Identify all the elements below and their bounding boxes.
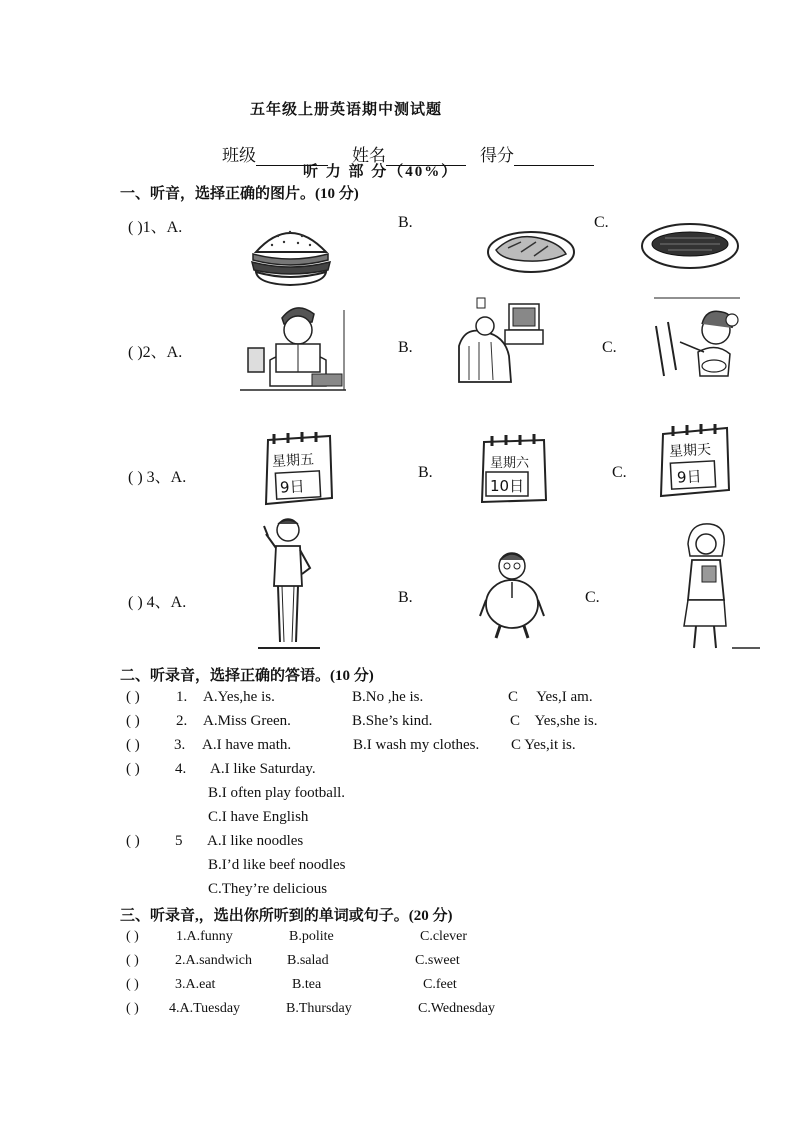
s3-q1-a: 1.A.funny <box>176 929 233 944</box>
score-blank[interactable] <box>514 149 594 166</box>
calendar-sunday-date: 9日 <box>676 467 703 487</box>
s2-q5-num: 5 <box>175 833 183 849</box>
boy-reading-picture <box>240 300 348 392</box>
s1-q3-b: B. <box>418 464 433 481</box>
s3-q4-a: 4.A.Tuesday <box>169 1001 241 1016</box>
listening-heading: 听 力 部 分（40%） <box>303 164 459 180</box>
s2-q5-b: B.I’d like beef noodles <box>208 857 346 873</box>
s2-q4-c: C.I have English <box>208 809 309 825</box>
s1-q3-prefix[interactable]: ( ) 3、A. <box>128 469 187 486</box>
calendar-saturday-day: 星期六 <box>490 456 530 471</box>
s3-q3-c: C.feet <box>423 977 457 992</box>
s1-q3-c: C. <box>612 464 627 481</box>
s1-q2-c: C. <box>602 339 617 356</box>
s2-q5-c: C.They’re delicious <box>208 881 328 897</box>
s2-q2-a: A.Miss Green. <box>203 713 291 729</box>
s1-q1-prefix[interactable]: ( )1、A. <box>128 219 183 236</box>
s3-q2-c: C.sweet <box>415 953 460 968</box>
s1-q1-c: C. <box>594 214 609 231</box>
score-field <box>480 141 594 166</box>
tall-man-picture <box>258 516 324 652</box>
s2-q4-num: 4. <box>175 761 187 777</box>
s2-q1-b: B.No ,he is. <box>352 689 424 705</box>
section3-heading: 三、听录音,，选出你所听到的单词或句子。(20 分) <box>120 908 453 924</box>
s3-q3-b: B.tea <box>292 977 322 992</box>
class-label: 班级 <box>222 146 256 165</box>
s3-q2-paren[interactable]: ( ) <box>126 953 139 968</box>
s2-q3-c: C Yes,it is. <box>511 737 576 753</box>
calendar-sunday-day: 星期天 <box>668 441 712 461</box>
s2-q2-c: C Yes,she is. <box>510 713 598 729</box>
s1-q4-prefix[interactable]: ( ) 4、A. <box>128 594 187 611</box>
s2-q5-paren[interactable]: ( ) <box>126 833 140 849</box>
s2-q2-b: B.She’s kind. <box>352 713 433 729</box>
s2-q3-a: A.I have math. <box>202 737 292 753</box>
name-label: 姓名 <box>352 146 386 165</box>
hamburger-picture <box>248 218 333 288</box>
s3-q3-paren[interactable]: ( ) <box>126 977 139 992</box>
s2-q1-num: 1. <box>176 689 188 705</box>
s2-q3-b: B.I wash my clothes. <box>353 737 480 753</box>
s2-q2-paren[interactable]: ( ) <box>126 713 140 729</box>
s3-q4-b: B.Thursday <box>286 1001 352 1016</box>
s2-q4-b: B.I often play football. <box>208 785 346 801</box>
s3-q2-a: 2.A.sandwich <box>175 953 252 968</box>
s3-q2-b: B.salad <box>287 953 329 968</box>
calendar-saturday-date: 10日 <box>490 477 525 495</box>
s3-q1-c: C.clever <box>420 929 468 944</box>
woman-picture <box>680 520 762 652</box>
s3-q3-a: 3.A.eat <box>175 977 216 992</box>
s2-q1-paren[interactable]: ( ) <box>126 689 140 705</box>
s1-q2-b: B. <box>398 339 413 356</box>
s2-q4-a: A.I like Saturday. <box>210 761 316 777</box>
s3-q1-b: B.polite <box>289 929 334 944</box>
s2-q5-a: A.I like noodles <box>207 833 304 849</box>
s2-q1-c: C Yes,I am. <box>508 689 593 705</box>
fish-dish-picture <box>486 220 576 275</box>
calendar-sunday-picture <box>657 424 733 500</box>
s2-q2-num: 2. <box>176 713 188 729</box>
calendar-friday-date: 9日 <box>279 477 306 497</box>
calendar-friday-picture <box>260 432 334 506</box>
calendar-friday-day: 星期五 <box>271 451 315 471</box>
s1-q4-b: B. <box>398 589 413 606</box>
s2-q3-num: 3. <box>174 737 186 753</box>
s3-q4-paren[interactable]: ( ) <box>126 1001 139 1016</box>
fat-man-picture <box>478 548 548 642</box>
girl-painting-picture <box>654 296 744 381</box>
s3-q1-paren[interactable]: ( ) <box>126 929 139 944</box>
s2-q4-paren[interactable]: ( ) <box>126 761 140 777</box>
s3-q4-c: C.Wednesday <box>418 1001 496 1016</box>
s1-q4-c: C. <box>585 589 600 606</box>
calendar-saturday-picture <box>478 434 548 506</box>
score-label: 得分 <box>480 146 514 165</box>
steak-dish-picture <box>640 220 740 272</box>
page-title: 五年级上册英语期中测试题 <box>250 102 443 118</box>
watching-tv-picture <box>455 296 547 384</box>
s1-q1-b: B. <box>398 214 413 231</box>
section2-heading: 二、听录音，选择正确的答语。(10 分) <box>120 668 374 684</box>
s1-q2-prefix[interactable]: ( )2、A. <box>128 344 183 361</box>
section1-heading: 一、听音，选择正确的图片。(10 分) <box>120 186 359 202</box>
s2-q1-a: A.Yes,he is. <box>203 689 275 705</box>
s2-q3-paren[interactable]: ( ) <box>126 737 140 753</box>
